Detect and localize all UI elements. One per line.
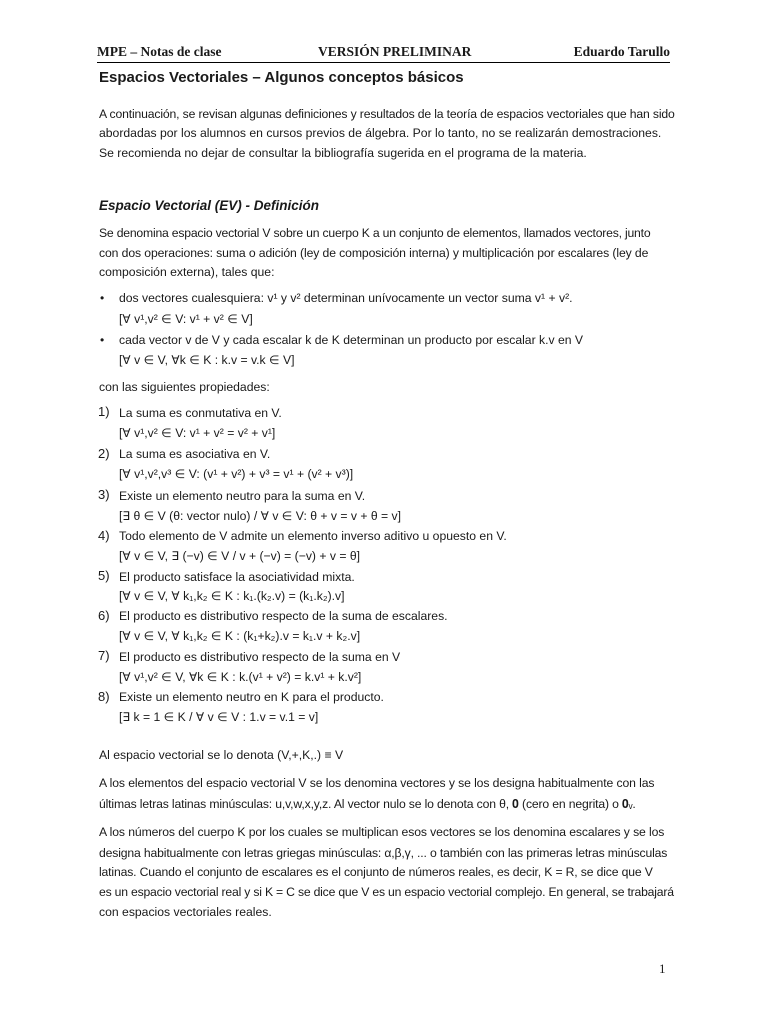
definition-line: composición externa), tales que: [99,265,275,279]
property-formula: [∃ θ ∈ V (θ: vector nulo) / ∀ v ∈ V: θ + v = v + θ = v] [119,509,402,523]
intro-line: Se recomienda no dejar de consultar la bibliografía sugerida en el programa de la materia. [99,146,587,160]
property-text: Todo elemento de V admite un elemento inverso aditivo u opuesto en V. [119,529,507,543]
definition-line: con dos operaciones: suma o adición (ley de composición interna) y multiplicación por escalares (ley de [99,246,649,260]
scalars-paragraph-line: designa habitualmente con letras griegas minúsculas: α,β,γ, ... o también con las primeras letras minúsculas [99,846,668,860]
property-number: 6) [98,608,110,623]
page-number: 1 [659,961,666,976]
header-left: MPE – Notas de clase [97,44,222,59]
property-formula: [∀ v¹,v² ∈ V, ∀k ∈ K : k.(v¹ + v²) = k.v¹ + k.v²] [119,670,362,684]
property-text: El producto satisface la asociatividad mixta. [119,570,355,584]
property-formula: [∀ v ∈ V, ∃ (−v) ∈ V / v + (−v) = (−v) + v = θ] [119,549,361,563]
header-center: VERSIÓN PRELIMINAR [318,44,472,59]
scalars-paragraph-line: A los números del cuerpo K por los cuales se multiplican esos vectores se los denomina escalares y se los [99,825,665,839]
property-number: 3) [98,487,110,502]
property-number: 2) [98,446,110,461]
section-title: Espacio Vectorial (EV) - Definición [99,198,320,213]
scalars-paragraph-line: es un espacio vectorial real y si K = C se dice que V es un espacio vectorial complejo. En general, se trabajará [99,885,674,899]
property-text: Existe un elemento neutro en K para el producto. [119,690,384,704]
property-text: La suma es conmutativa en V. [119,406,282,420]
property-formula: [∀ v¹,v²,v³ ∈ V: (v¹ + v²) + v³ = v¹ + (v² + v³)] [119,467,354,481]
property-formula: [∀ v ∈ V, ∀ k₁,k₂ ∈ K : k₁.(k₂.v) = (k₁.k₂).v] [119,589,345,603]
property-number: 1) [98,404,110,419]
definition-line: Se denomina espacio vectorial V sobre un cuerpo K a un conjunto de elementos, llamados vectores, junto [99,226,651,240]
property-number: 5) [98,568,110,583]
property-formula: [∀ v ∈ V, ∀ k₁,k₂ ∈ K : (k₁+k₂).v = k₁.v + k₂.v] [119,629,361,643]
bullet-formula: [∀ v¹,v² ∈ V: v¹ + v² ∈ V] [119,312,253,326]
property-text: El producto es distributivo respecto de la suma de escalares. [119,609,448,623]
bullet-formula: [∀ v ∈ V, ∀k ∈ K : k.v = v.k ∈ V] [119,353,295,367]
bullet-marker: • [100,333,105,347]
property-number: 4) [98,528,110,543]
header-right: Eduardo Tarullo [573,44,670,59]
vectors-paragraph-line: últimas letras latinas minúsculas: u,v,w,x,y,z. Al vector nulo se lo denota con θ, 𝟎 (cero en negrita) o 𝟎ᵥ. [99,797,636,811]
bullet-text: cada vector v de V y cada escalar k de K determinan un producto por escalar k.v en V [119,333,584,347]
intro-line: abordadas por los alumnos en cursos previos de álgebra. Por lo tanto, no se realizarán demostraciones. [99,126,662,140]
document-title: Espacios Vectoriales – Algunos conceptos básicos [99,69,464,86]
property-formula: [∀ v¹,v² ∈ V: v¹ + v² = v² + v¹] [119,426,276,440]
scalars-paragraph-line: latinas. Cuando el conjunto de escalares es el conjunto de números reales, es decir, K = R, se dice que V [99,865,653,879]
properties-intro: con las siguientes propiedades: [99,380,270,394]
intro-line: A continuación, se revisan algunas definiciones y resultados de la teoría de espacios vectoriales que han sido [99,107,675,121]
property-number: 7) [98,648,110,663]
property-number: 8) [98,689,110,704]
property-text: El producto es distributivo respecto de la suma en V [119,650,401,664]
bullet-text: dos vectores cualesquiera: v¹ y v² determinan unívocamente un vector suma v¹ + v². [119,291,573,305]
property-text: La suma es asociativa en V. [119,447,271,461]
page-header [97,42,670,63]
property-formula: [∃ k = 1 ∈ K / ∀ v ∈ V : 1.v = v.1 = v] [119,710,319,724]
vectors-paragraph-line: A los elementos del espacio vectorial V se los denomina vectores y se los designa habitualmente con las [99,776,655,790]
property-text: Existe un elemento neutro para la suma en V. [119,489,366,503]
scalars-paragraph-line: con espacios vectoriales reales. [99,905,272,919]
bullet-marker: • [100,291,105,305]
denotation-line: Al espacio vectorial se lo denota (V,+,K,.) ≡ V [99,748,344,762]
